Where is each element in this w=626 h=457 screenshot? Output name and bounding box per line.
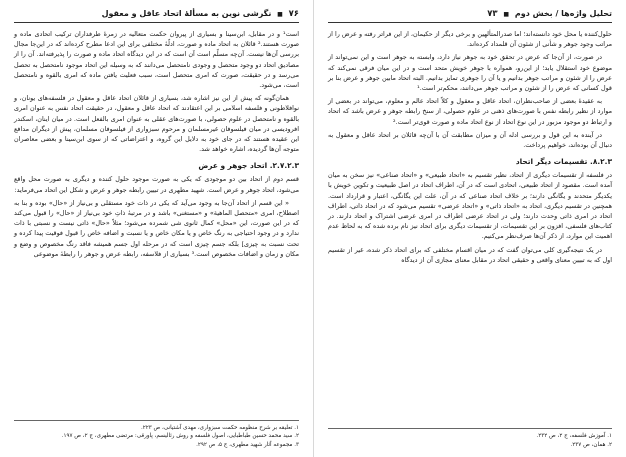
right-page-number-group [487,9,612,19]
square-bullet-icon: ■ [503,11,510,18]
left-page-header [14,8,299,23]
left-footnotes [14,420,299,449]
right-footnote-1: ۱. آموزش فلسفه، ج ۲، ص ۲۳۲. [536,433,612,440]
right-page-number: ۷۳ [487,9,498,19]
right-paragraph-6: در یک نتیجه‌گیری کلی می‌توان گفت که در میان اقسام مختلفی که برای اتحاد ذکر شده، غیر از تقسیم اول که به تبیین معنای واقعی و حقیقی اتحاد در مقابل معنای مجازی آن از دیدگاه [328,245,612,264]
right-paragraph-5: در فلسفه از تقسیمات دیگری از اتحاد، نظیر تقسیم به «اتحاد طبیعی» و «اتحاد صناعی» نیز سخن به میان آمده است. مقصود از اتحاد طبیعی، اتحادی است که در آن، اطراف اتحاد در اصل طبیعیت و تکوین خویش با یکدیگر متحدند و یگانگی دارند؛ بر خلاف اتحاد صناعی که در آن، علت این یگانگی، اعتبار و قرارداد است. همچنین در تقسیم دیگری، اتحاد به «اتحاد ذاتی» و «اتحاد عرضی» تقسیم می‌شود که در اتحاد ذاتی، اطراف اتحاد در امری ذاتی وحدت دارند؛ ولی در اتحاد عرضی اطراف در امری عرضی اشتراک و اتحاد دارند. در کتاب‌های فلسفی، افزون بر این تقسیمات، از تقسیمات دیگری برای اتحاد نیز نام برده شده که به لحاظ عدم اهمیت این موارد، از ذکر آن‌ها صرف‌نظر می‌کنیم. [328,171,612,241]
right-header-title: تحلیل واژه‌ها / بخش دوم [514,9,612,18]
left-paragraph-4: « این قسم از اتحاد آن‌جا به وجود می‌آید که یکی در ذات خود مستقلی و بی‌نیاز از «حال» بوده و بنا به اصطلاح، امری «متحصل الماهیة» و «مستغنی» باشد و در مرتبهٔ ذاتِ خود بی‌نیاز از «حال» را قبول می‌کند که در این صورت، این «محل» کمال ثانوی شی شمرده می‌شود؛ مثلاً «حال» ذاتی نیست و نسبتی با ذات ندارد و در وجود احتیاجی به رنگ خاص و یا مکان خاص و یا نسبت و اضافه خاص را قبول فوقیت پیدا کرده و تحت نسبت به چیزی] بلکه جسم چیزی است که در مرحله اول جسم همیشه فاقد رنگ مخصوص و وضع و مکان و زمان و اضافات مخصوص است.³ بسیاری از فلاسفه، رابطه عرض و جوهر را رابطهٔ موضوعی [14,198,299,258]
square-bullet-icon: ■ [277,11,283,18]
left-paragraph-1: است¹ و در مقابل، ابن‌سینا و بسیاری از پیروان حکمت متعالیه در زمرهٔ طرفداران ترکیب اتحادی ماده و صورت هستند.² قائلان به اتحاد ماده و صورت، ادلّهٔ مختلفی برای این ادعا مطرح کرده‌اند که در این‌جا مجال بررسی آن‌ها نیست. آن‌چه مسلّم است آن است که در این دیدگاه اتحاد ماده و صورت را پذیرفته‌اند. آن را از مصادیق اتحاد دو وجود متحصل و وجودی نامتحصل می‌دانند که به وسیله این اتحاد موجود نامتحصل به تحصل می‌رسد و در حقیقت، صورت که امری متحصل است، سبب فعلیت یافتن ماده که امری بالقوه و نامتحصل است، می‌شود. [14,30,299,90]
right-paragraph-1: حلول‌کننده یا محل خود دانسته‌اند؛ اما صدرالمتألهین و برخی دیگر از حکیمان، از این فراتر رفته و عرض را از مراتب وجود جوهر و شأنی از شئون آن قلمداد کرده‌اند. [328,30,612,49]
right-page [313,0,626,457]
left-section-title: ۲.۷.۲.۳. اتحاد جوهر و عرض [198,161,299,171]
right-paragraph-4: در آینده به این قول و بررسی ادله آن و میزان مطابقت آن با آن‌چه قائلان بر اتحاد عاقل و معقول به دنبال آن بوده‌اند، خواهیم پرداخت. [328,130,612,150]
left-footnote-1: ۱. تعلیقه بر شرح منظومه حکمت سبزواری، مهدی آشتیانی، ص ۲۲۳. [140,424,299,431]
right-page-header [328,8,612,23]
right-paragraph-3: به عقیدهٔ بعضی از صاحب‌نظران، اتحاد عاقل و معقول و کلاً اتحاد عالم و معلوم، می‌تواند در بعضی از موارد از نظیر رابطه نفس با صورت‌های ذهنی در علوم حصولی، از سنخ رابطه جوهر و عرض باشد که اتحاد و ارتباط دو موجود مزبور در این نوع اتحاد از نوع اتحاد ماده و صورت قوی‌تر است.² [328,97,612,126]
left-page-number: ۷۶ [288,9,299,19]
right-footnote-2: ۲. همان، ص ۲۳۷. [570,441,612,448]
left-footnote-3: ۳. مجموعه آثار شهید مطهری، ج ۵، ص ۲۹۲. [196,441,299,448]
left-header-title: نگرشی نوین به مسألهٔ اتحاد عاقل و معقول [101,9,272,18]
right-footnotes [328,428,612,449]
right-section-title: ۸.۲.۳. تقسیمات دیگر اتحاد [515,157,612,167]
left-paragraph-2: همان‌گونه که پیش از این نیز اشاره شد، بسیاری از قائلان اتحاد عاقل و معقول در فلسفه‌های یونان، و نوافلاطونی و فلسفه اسلامی بر این اعتقادند که اتحاد عاقل و معقول، در حقیقت اتحاد نفس به عنوان امری بالقوه و نامتحصل در علوم حصولی، با صورت‌های عقلی به عنوان امری بالفعل است. در میان اینان، اسکندر افرودیسی در میان فیلسوفان غیرمسلمان و مرحوم سبزواری از فیلسوفان مسلمان، پیش از دیگران مدافع این عقیده هستند که در جای خود به دلایل این گروه، و اعتراضاتی که از سوی ابن‌سینا و بعضی معاصران متوجه آن‌ها گردیده، اشاره خواهد شد. [14,94,299,154]
left-page-number-group [102,9,299,19]
left-footnote-2: ۲. سید محمد حسین طباطبایی، اصول فلسفه و روش رئالیسم، پاورقی: مرتضی مطهری، ج ۲، ص ۱۹۷. [61,433,299,440]
left-paragraph-3: قسم دوم از اتحاد بین دو موجودی که یکی به صورت موجود حلول کننده و دیگری به صورت محل واقع می‌شود، اتحاد جوهر و عرض است. شهید مطهری در تبیین رابطه جوهر و عرض و شکل این اتحاد می‌فرماید: [14,175,299,194]
right-paragraph-2: در صورت، از آن‌جا که عرض در تحقق خود به جوهر نیاز دارد، وابسته به جوهر است و این نمی‌تواند از موضوع خود استقلال یابد؛ از این‌رو، همواره با جوهر خویش متحد است و در این میان فرقی نمی‌کند که عرض را از شئون و مراتب جوهر بدانیم و یا آن را جوهری تمایز بدانیم. البته اتحاد مابین جوهر و عرض بنا بر قول کسانی که عرض را از شئون و مراتب جوهر می‌دانند، محکم‌تر است.¹ [328,53,612,93]
